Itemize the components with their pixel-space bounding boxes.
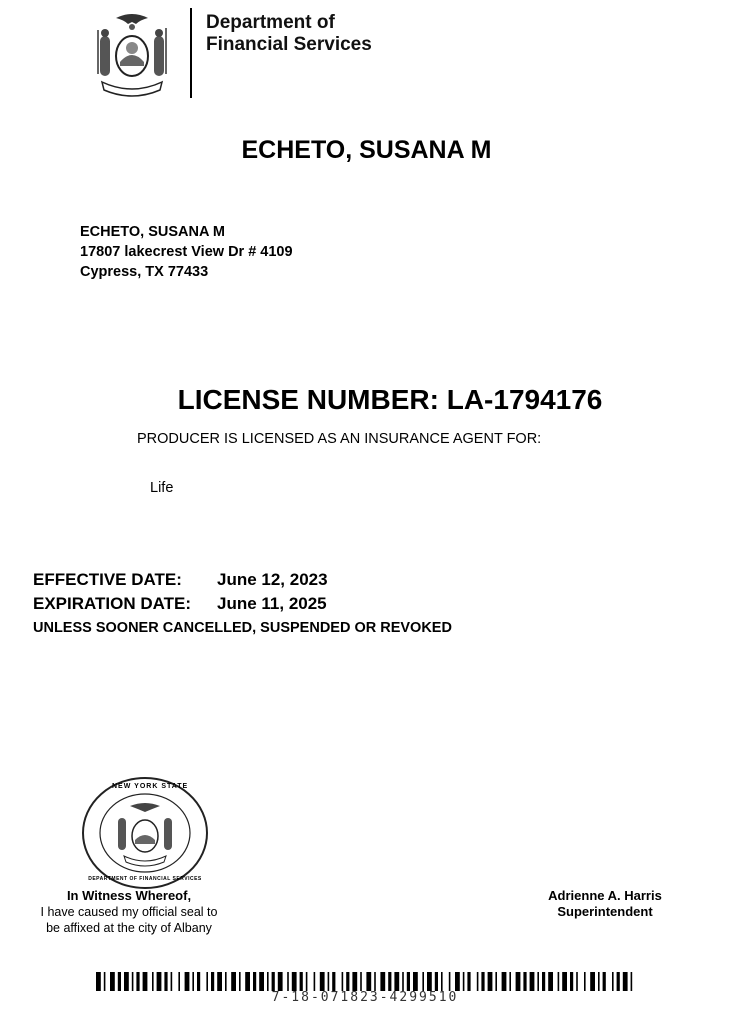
witness-statement bbox=[24, 888, 234, 936]
mailing-address bbox=[80, 222, 293, 282]
license-number: LICENSE NUMBER: LA-1794176 bbox=[177, 384, 603, 415]
producer-statement: PRODUCER IS LICENSED AS AN INSURANCE AGENT FOR: bbox=[137, 431, 542, 447]
superintendent-signature bbox=[520, 888, 690, 920]
expiration-date-row bbox=[33, 592, 328, 616]
effective-date-row bbox=[33, 568, 328, 592]
signer-title: Superintendent bbox=[557, 904, 653, 919]
seal-text-top: NEW YORK STATE bbox=[112, 783, 189, 790]
dfs-official-seal bbox=[80, 776, 210, 890]
witness-line-2: I have caused my official seal to bbox=[40, 905, 218, 919]
department-title-line2: Financial Services bbox=[206, 34, 372, 55]
department-title bbox=[206, 12, 372, 56]
effective-date-label: EFFECTIVE DATE: bbox=[33, 570, 182, 589]
line-of-authority: Life bbox=[150, 480, 174, 496]
holder-name-heading: ECHETO, SUSANA M bbox=[241, 136, 492, 164]
signer-name: Adrienne A. Harris bbox=[548, 888, 662, 903]
witness-line-3: be affixed at the city of Albany bbox=[46, 921, 212, 935]
nys-seal-logo bbox=[86, 8, 178, 98]
address-city: Cypress, TX 77433 bbox=[80, 264, 209, 280]
expiration-date-value: June 11, 2025 bbox=[217, 594, 327, 613]
barcode-number: 7-18-071823-4299510 bbox=[96, 991, 634, 1005]
license-condition: UNLESS SOONER CANCELLED, SUSPENDED OR REVOKED bbox=[33, 620, 452, 636]
header-divider bbox=[190, 8, 192, 98]
seal-text-ring: DEPARTMENT OF FINANCIAL SERVICES bbox=[88, 876, 202, 882]
effective-date-value: June 12, 2023 bbox=[217, 570, 328, 589]
department-title-line1: Department of bbox=[206, 12, 335, 33]
witness-line-1: In Witness Whereof, bbox=[66, 888, 192, 903]
expiration-date-label: EXPIRATION DATE: bbox=[33, 594, 192, 613]
license-dates bbox=[33, 568, 328, 616]
address-street: 17807 lakecrest View Dr # 4109 bbox=[80, 244, 293, 260]
address-name: ECHETO, SUSANA M bbox=[80, 224, 226, 240]
